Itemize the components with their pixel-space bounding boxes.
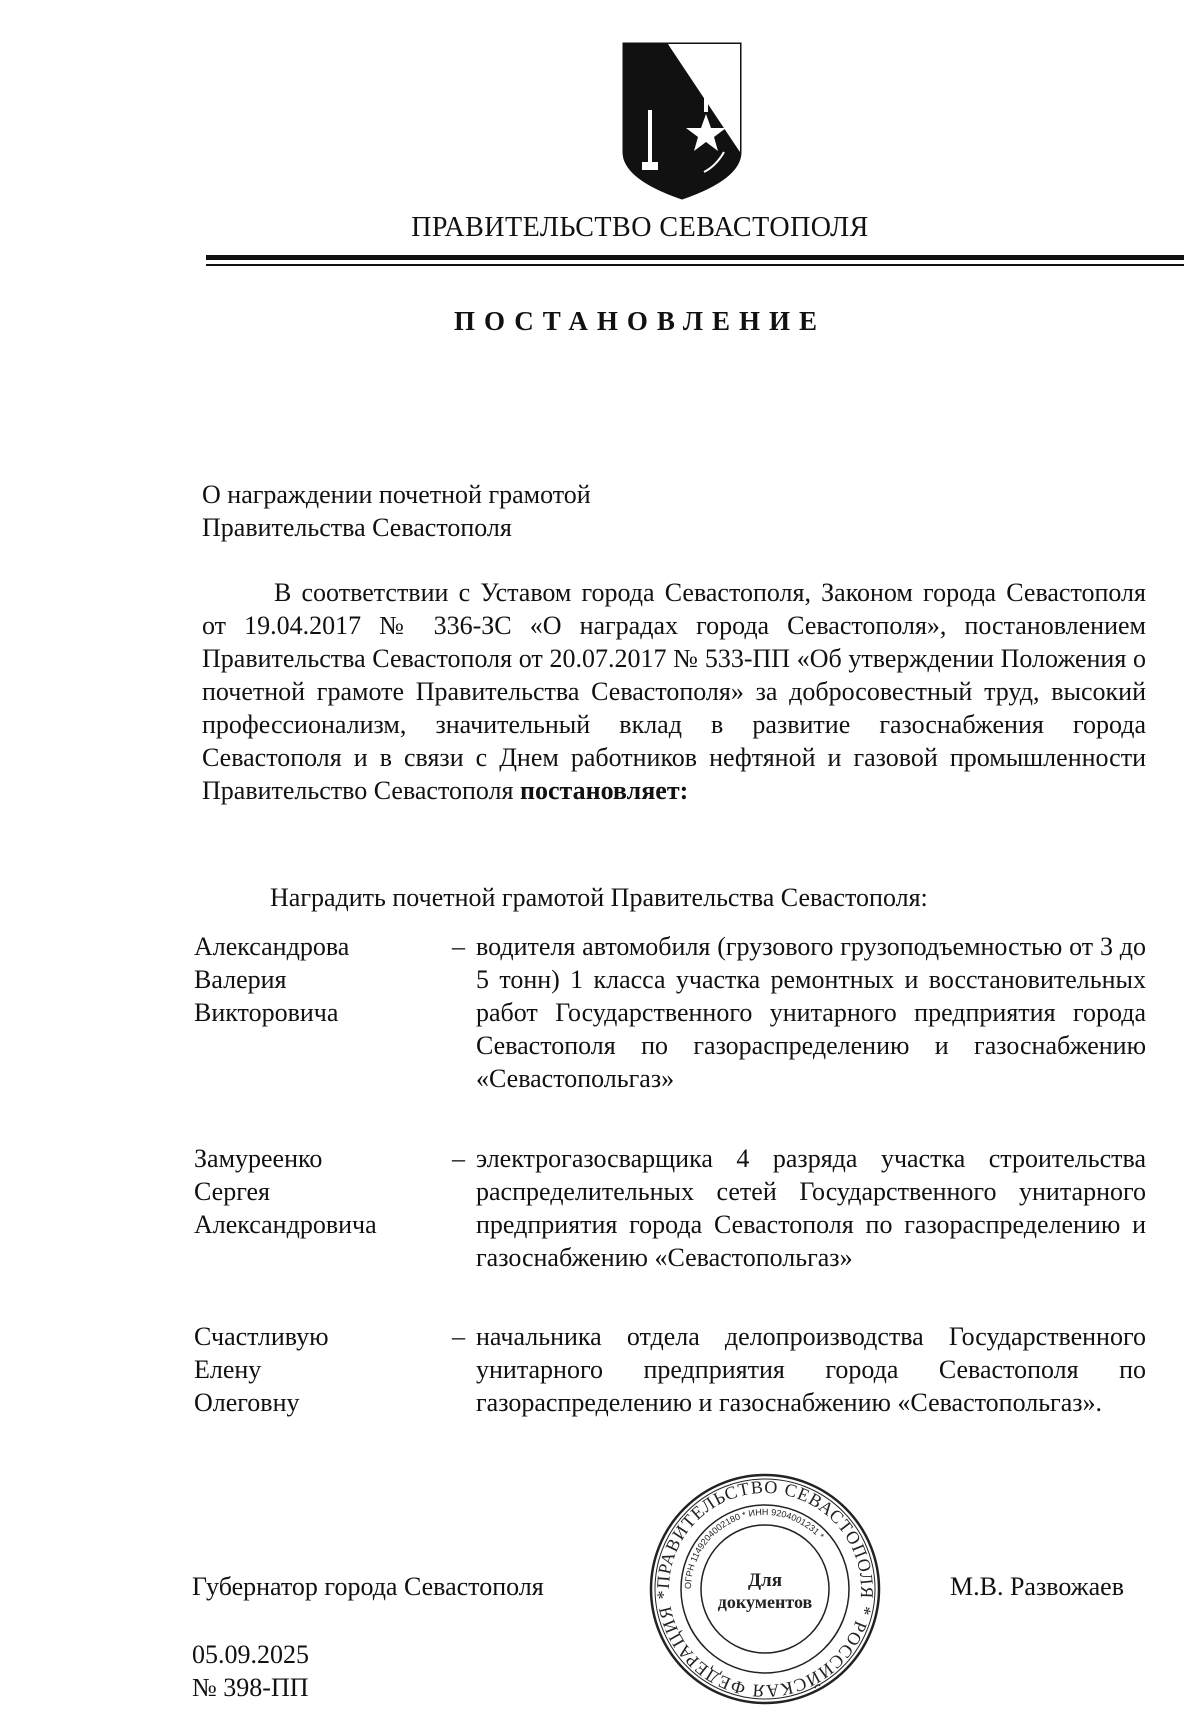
- entry-dash: –: [452, 932, 465, 961]
- awardee-name: [194, 930, 434, 1029]
- official-stamp: [648, 1472, 882, 1706]
- preamble: [202, 576, 1146, 807]
- header-rule-thick: [206, 255, 1184, 260]
- awardee-description: начальника отдела делопроизводства Государственного унитарного предприятия города Севастополя по газораспределению и газоснабжению «Севастопольгаз».: [476, 1322, 1146, 1417]
- document-type: ПОСТАНОВЛЕНИЕ: [453, 306, 827, 336]
- award-intro: Наградить почетной грамотой Правительства Севастополя:: [270, 883, 928, 912]
- awardee-first-name: Сергея: [194, 1177, 271, 1206]
- preamble-text: В соответствии с Уставом города Севастополя, Законом города Севастополя от 19.04.2017 № 336-ЗС «О наградах города Севастополя», постановлением Правительства Севастополя от 20.07.2017 № 533-ПП «Об утверждении Положения о почетной грамоте Правительства Севастополя» за добросовестный труд, высокий профессионализм, значительный вклад в развитие газоснабжения города Севастополя и в связи с Днем работников нефтяной и газовой промышленности Правительство Севастополя: [202, 578, 1146, 805]
- awardee-patronymic: Викторовича: [194, 998, 339, 1027]
- awardee-first-name: Валерия: [194, 965, 287, 994]
- awardee-surname: Замуреенко: [194, 1144, 323, 1173]
- signer-name: М.В. Развожаев: [950, 1572, 1125, 1601]
- organization-name: ПРАВИТЕЛЬСТВО СЕВАСТОПОЛЯ: [411, 212, 869, 243]
- document-number: № 398-ПП: [192, 1673, 309, 1702]
- subject-line: О награждении почетной грамотой: [202, 480, 591, 509]
- entry-dash: –: [452, 1322, 465, 1351]
- awardee-name: [194, 1320, 434, 1419]
- header-rule-thin: [206, 264, 1184, 266]
- awardee-description: водителя автомобиля (грузового грузоподъемностью от 3 до 5 тонн) 1 класса участка ремонтных и восстановительных работ Государственного унитарного предприятия города Севастополя по газораспределению и газоснабжению «Севастопольгаз»: [476, 932, 1146, 1093]
- awardee-name: [194, 1142, 434, 1241]
- stamp-center-line: документов: [717, 1592, 813, 1612]
- subject-line: Правительства Севастополя: [202, 513, 512, 542]
- coat-of-arms-icon: [618, 40, 746, 200]
- awardee-patronymic: Олеговну: [194, 1388, 300, 1417]
- awardee-first-name: Елену: [194, 1355, 262, 1384]
- preamble-emphasis: постановляет:: [519, 776, 689, 805]
- document-date: 05.09.2025: [192, 1640, 309, 1669]
- signer-title: Губернатор города Севастополя: [192, 1572, 544, 1601]
- entry-dash: –: [452, 1144, 465, 1173]
- awardee-description: электрогазосварщика 4 разряда участка строительства распределительных сетей Государственного унитарного предприятия города Севастополя по газораспределению и газоснабжению «Севастопольгаз»: [476, 1144, 1146, 1272]
- awardee-patronymic: Александровича: [194, 1210, 377, 1239]
- stamp-inner-text: ОГРН 1149204002180 * ИНН 9204001231 *: [682, 1506, 826, 1590]
- awardee-surname: Счастливую: [194, 1322, 329, 1351]
- awardee-surname: Александрова: [194, 932, 350, 961]
- preamble-paragraph: [202, 576, 1146, 807]
- stamp-center-line: Для: [747, 1570, 783, 1591]
- document-subject: [202, 478, 591, 544]
- stamp-outer-text: ПРАВИТЕЛЬСТВО СЕВАСТОПОЛЯ * РОССИЙСКАЯ ФЕДЕРАЦИЯ *: [652, 1476, 878, 1702]
